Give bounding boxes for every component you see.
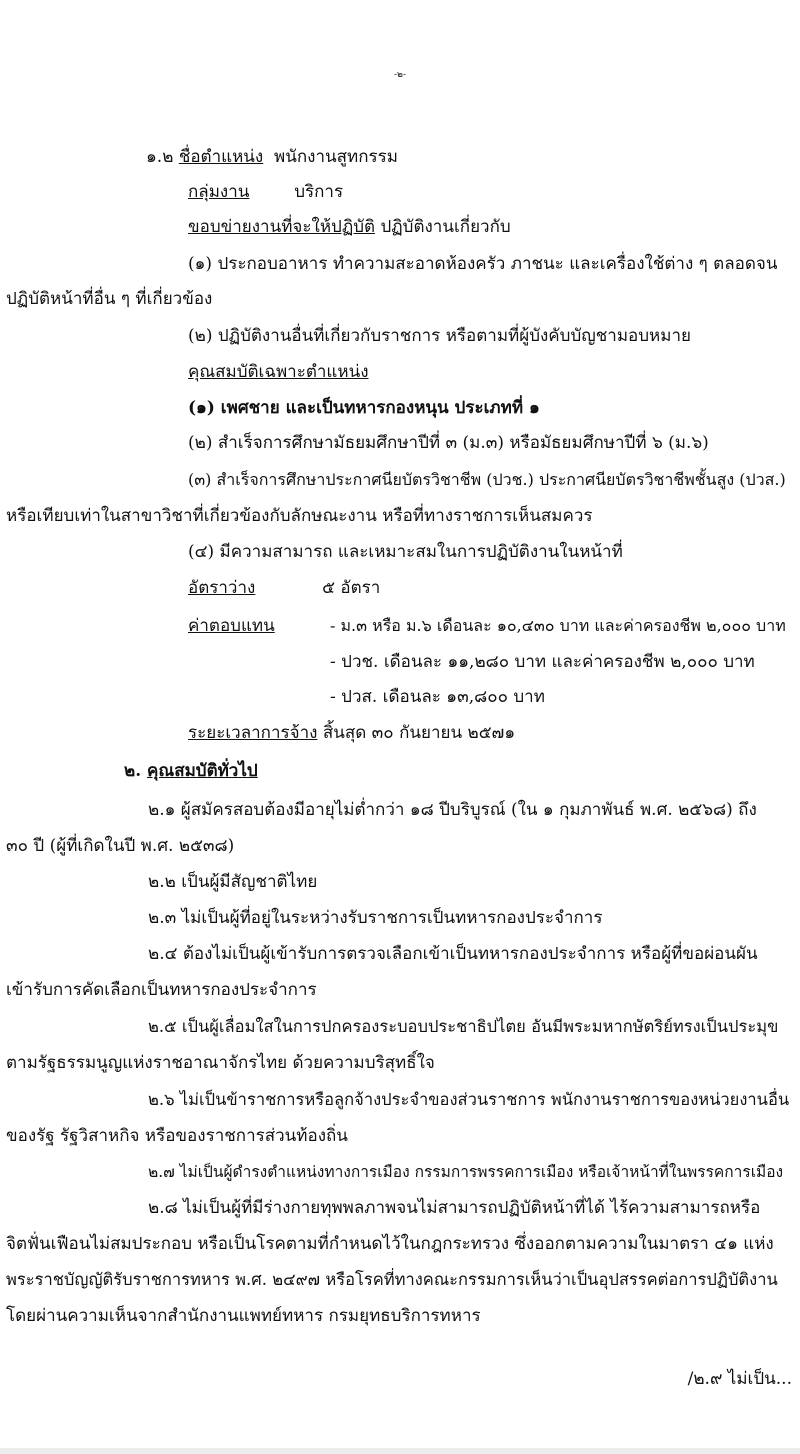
general-8-line-1: ๒.๘ ไม่เป็นผู้ที่มีร่างกายทุพพลภาพจนไม่สามารถปฏิบัติหน้าที่ได้ ไร้ความสามารถหรือ — [148, 1198, 761, 1218]
continuation-marker: /๒.๙ ไม่เป็น... — [687, 1369, 792, 1389]
position-heading-label: ชื่อตำแหน่ง — [178, 147, 264, 167]
page-number: -๒- — [393, 70, 406, 80]
qualification-2: (๒) สำเร็จการศึกษามัธยมศึกษาปีที่ ๓ (ม.๓) หรือมัธยมศึกษาปีที่ ๖ (ม.๖) — [188, 433, 709, 453]
job-scope-value: ปฏิบัติงานเกี่ยวกับ — [380, 217, 511, 237]
qualification-4: (๔) มีความสามารถ และเหมาะสมในการปฏิบัติงานในหน้าที่ — [188, 542, 623, 562]
duty-1-line-2: ปฏิบัติหน้าที่อื่น ๆ ที่เกี่ยวข้อง — [6, 289, 213, 309]
compensation-item-1: - ม.๓ หรือ ม.๖ เดือนละ ๑๐,๔๓๐ บาท และค่าครองชีพ ๒,๐๐๐ บาท — [330, 616, 786, 635]
qualification-1: (๑) เพศชาย และเป็นทหารกองหนุน ประเภทที่ ๑ — [188, 398, 540, 418]
general-heading-label: คุณสมบัติทั่วไป — [147, 761, 258, 781]
page-bottom-edge — [0, 1448, 800, 1454]
general-heading-number: ๒. — [124, 761, 142, 781]
duty-1-line-1: (๑) ประกอบอาหาร ทำความสะอาดห้องครัว ภาชนะ และเครื่องใช้ต่าง ๆ ตลอดจน — [188, 254, 778, 274]
general-4-line-2: เข้ารับการคัดเลือกเป็นทหารกองประจำการ — [6, 980, 317, 1000]
compensation-item-2: - ปวช. เดือนละ ๑๑,๒๘๐ บาท และค่าครองชีพ ๒,๐๐๐ บาท — [330, 652, 755, 672]
general-8-line-4: โดยผ่านความเห็นจากสำนักงานแพทย์ทหาร กรมยุทธบริการทหาร — [6, 1306, 481, 1326]
specific-qualifications-heading: คุณสมบัติเฉพาะตำแหน่ง — [188, 362, 369, 382]
general-4-line-1: ๒.๔ ต้องไม่เป็นผู้เข้ารับการตรวจเลือกเข้าเป็นทหารกองประจำการ หรือผู้ที่ขอผ่อนผัน — [148, 944, 758, 964]
vacancy-label: อัตราว่าง — [188, 578, 256, 598]
compensation-item-3: - ปวส. เดือนละ ๑๓,๘๐๐ บาท — [330, 687, 545, 707]
vacancy-row — [188, 577, 380, 599]
position-title: พนักงานสูทกรรม — [274, 147, 398, 167]
work-group-value: บริการ — [294, 182, 344, 202]
qualification-3-line-2: หรือเทียบเท่าในสาขาวิชาที่เกี่ยวข้องกับลักษณะงาน หรือที่ทางราชการเห็นสมควร — [6, 506, 593, 526]
general-2: ๒.๒ เป็นผู้มีสัญชาติไทย — [148, 872, 318, 892]
general-5-line-2: ตามรัฐธรรมนูญแห่งราชอาณาจักรไทย ด้วยความบริสุทธิ์ใจ — [6, 1053, 435, 1073]
qualification-3-line-1: (๓) สำเร็จการศึกษาประกาศนียบัตรวิชาชีพ (ปวช.) ประกาศนียบัตรวิชาชีพชั้นสูง (ปวส.) — [188, 470, 786, 489]
compensation-label: ค่าตอบแทน — [188, 616, 275, 636]
general-8-line-2: จิตฟั่นเฟือนไม่สมประกอบ หรือเป็นโรคตามที่กำหนดไว้ในกฎกระทรวง ซึ่งออกตามความในมาตรา ๔๑ แห่ง — [6, 1234, 774, 1254]
general-6-line-2: ของรัฐ รัฐวิสาหกิจ หรือของราชการส่วนท้องถิ่น — [6, 1126, 348, 1146]
general-8-line-3: พระราชบัญญัติรับราชการทหาร พ.ศ. ๒๔๙๗ หรือโรคที่ทางคณะกรรมการเห็นว่าเป็นอุปสรรคต่อการปฏิบัติงาน — [6, 1270, 778, 1289]
employment-term-label: ระยะเวลาการจ้าง — [188, 723, 318, 743]
general-6-line-1: ๒.๖ ไม่เป็นข้าราชการหรือลูกจ้างประจำของส่วนราชการ พนักงานราชการของหน่วยงานอื่น — [148, 1090, 790, 1109]
job-scope-row — [188, 216, 511, 238]
work-group-label: กลุ่มงาน — [188, 182, 250, 202]
general-3: ๒.๓ ไม่เป็นผู้ที่อยู่ในระหว่างรับราชการเป็นทหารกองประจำการ — [148, 908, 603, 928]
general-1-line-2: ๓๐ ปี (ผู้ที่เกิดในปี พ.ศ. ๒๕๓๘) — [6, 836, 235, 856]
duty-2: (๒) ปฏิบัติงานอื่นที่เกี่ยวกับราชการ หรือตามที่ผู้บังคับบัญชามอบหมาย — [188, 326, 691, 346]
general-qualifications-heading — [124, 760, 258, 782]
position-heading — [146, 146, 398, 168]
vacancy-value: ๕ อัตรา — [322, 578, 381, 598]
employment-term-value: สิ้นสุด ๓๐ กันยายน ๒๕๗๑ — [322, 723, 516, 743]
general-1-line-1: ๒.๑ ผู้สมัครสอบต้องมีอายุไม่ต่ำกว่า ๑๘ ปีบริบูรณ์ (ใน ๑ กุมภาพันธ์ พ.ศ. ๒๕๖๘) ถึง — [148, 800, 757, 820]
general-5-line-1: ๒.๕ เป็นผู้เลื่อมใสในการปกครองระบอบประชาธิปไตย อันมีพระมหากษัตริย์ทรงเป็นประมุข — [148, 1017, 779, 1036]
position-heading-number: ๑.๒ — [146, 147, 174, 167]
general-7: ๒.๗ ไม่เป็นผู้ดำรงตำแหน่งทางการเมือง กรรมการพรรคการเมือง หรือเจ้าหน้าที่ในพรรคการเมือง — [148, 1163, 784, 1181]
employment-term-row — [188, 722, 515, 744]
work-group-row — [188, 181, 343, 203]
job-scope-label: ขอบข่ายงานที่จะให้ปฏิบัติ — [188, 217, 376, 237]
